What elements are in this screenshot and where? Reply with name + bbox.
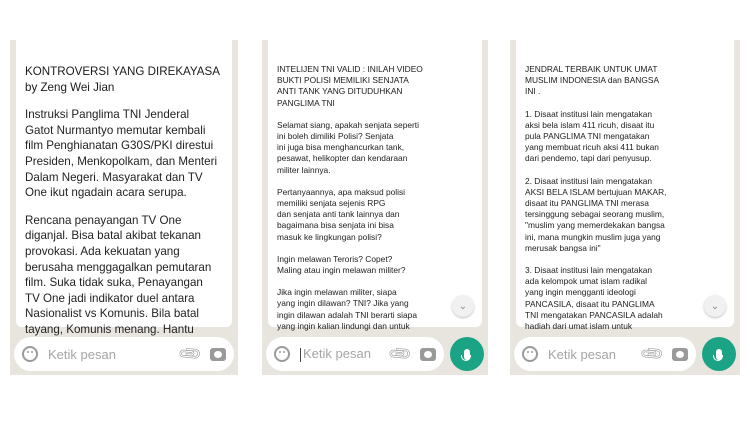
message-paragraph: 1. Disaat institusi lain mengatakan aksi bela islam 411 ricuh, disaat itu pula PANGLIMA TNI mengatakan yang membuat ricuh aksi 411 bukan dari pendemo, tapi dari penyusup.	[525, 108, 659, 164]
chevron-down-icon[interactable]: ⌄	[452, 295, 474, 317]
message-paragraph: Instruksi Panglima TNI Jenderal Gatot Nurmantyo memutar kembali film Penghianatan G30S/PKI direstui Presiden, Menkopolkam, dan Menteri Dalam Negeri. Masyarakat dan TV One ikut ngadain acara serupa.	[25, 108, 218, 200]
chat-screenshot-1	[10, 40, 238, 375]
message-bubble	[16, 34, 232, 336]
message-paragraph: Jika ingin melawan militer, siapa yang ingin dilawan? TNI? Jika yang ingin dilawan adalah TNI berarti siapa yang ingin kalian lindungi dan untuk	[277, 287, 417, 331]
input-placeholder: Ketik pesan	[303, 346, 371, 362]
message-title: JENDRAL TERBAIK UNTUK UMAT MUSLIM INDONESIA dan BANGSA INI .	[525, 64, 660, 97]
camera-icon[interactable]	[672, 348, 688, 361]
paperclip-icon[interactable]: 📎︎	[638, 341, 666, 368]
message-input-bar[interactable]	[266, 337, 444, 371]
emoji-icon[interactable]	[22, 346, 38, 362]
microphone-icon	[464, 349, 470, 360]
message-paragraph: 2. Disaat institusi lain mengatakan AKSI BELA ISLAM bertujuan MAKAR, disaat itu PANGLIMA TNI merasa tersinggung sebagai seorang muslim, "muslim yang memerdekakan bangsa ini, mana mungkin muslim juga yang merusak bangsa ini"	[525, 175, 667, 253]
chat-screenshot-2	[262, 40, 488, 375]
camera-icon[interactable]	[210, 348, 226, 361]
message-paragraph: Rencana penayangan TV One diganjal. Bisa batal akibat tekanan provokasi. Ada kekuatan yang berusaha menggagalkan pemutaran film. Suka tidak suka, Penayangan TV One jadi indikator duel antara Nasionalist vs Komunis. Bila batal tayang, Komunis menang. Hantu	[25, 213, 212, 336]
microphone-icon	[716, 349, 722, 360]
message-bubble	[268, 34, 482, 331]
chevron-down-icon[interactable]: ⌄	[704, 295, 726, 317]
message-title: KONTROVERSI YANG DIREKAYASA by Zeng Wei Jian	[25, 65, 220, 94]
message-paragraph: Pertanyaannya, apa maksud polisi memiliki senjata sejenis RPG dan senjata anti tank lainnya dan bagaimana bisa senjata ini bisa masuk ke lingkungan polisi?	[277, 186, 406, 242]
text-cursor	[300, 348, 301, 362]
message-paragraph: Selamat siang, apakah senjata seperti ini boleh dimiliki Polisi? Senjata ini juga bisa menghancurkan tank, pesawat, helikopter dan kendaraan militer lainnya.	[277, 119, 419, 175]
message-input[interactable]: Ketik pesan	[548, 346, 616, 362]
paperclip-icon[interactable]: 📎︎	[176, 341, 204, 368]
message-input-bar[interactable]	[14, 337, 234, 371]
message-input[interactable]	[300, 346, 390, 362]
message-title: INTELIJEN TNI VALID : INILAH VIDEO BUKTI POLISI MEMILIKI SENJATA ANTI TANK YANG DITUDUHKAN PANGLIMA TNI	[277, 64, 423, 108]
emoji-icon[interactable]	[522, 346, 538, 362]
camera-icon[interactable]	[420, 348, 436, 361]
paperclip-icon[interactable]: 📎︎	[386, 341, 414, 368]
message-input-bar[interactable]	[514, 337, 696, 371]
message-paragraph: Ingin melawan Teroris? Copet? Maling atau ingin melawan militer?	[277, 253, 406, 276]
message-input[interactable]: Ketik pesan	[48, 346, 116, 362]
chat-screenshot-3	[510, 40, 740, 375]
emoji-icon[interactable]	[274, 346, 290, 362]
microphone-button[interactable]	[702, 337, 736, 371]
microphone-button[interactable]	[450, 337, 484, 371]
message-paragraph: 3. Disaat institusi lain mengatakan ada kelompok umat islam radikal yang ingin mengganti ideologi PANCASILA, disaat itu PANGLIMA TNI mengatakan PANCASILA adalah hadiah dari umat islam untuk	[525, 265, 663, 332]
message-bubble	[516, 34, 734, 332]
